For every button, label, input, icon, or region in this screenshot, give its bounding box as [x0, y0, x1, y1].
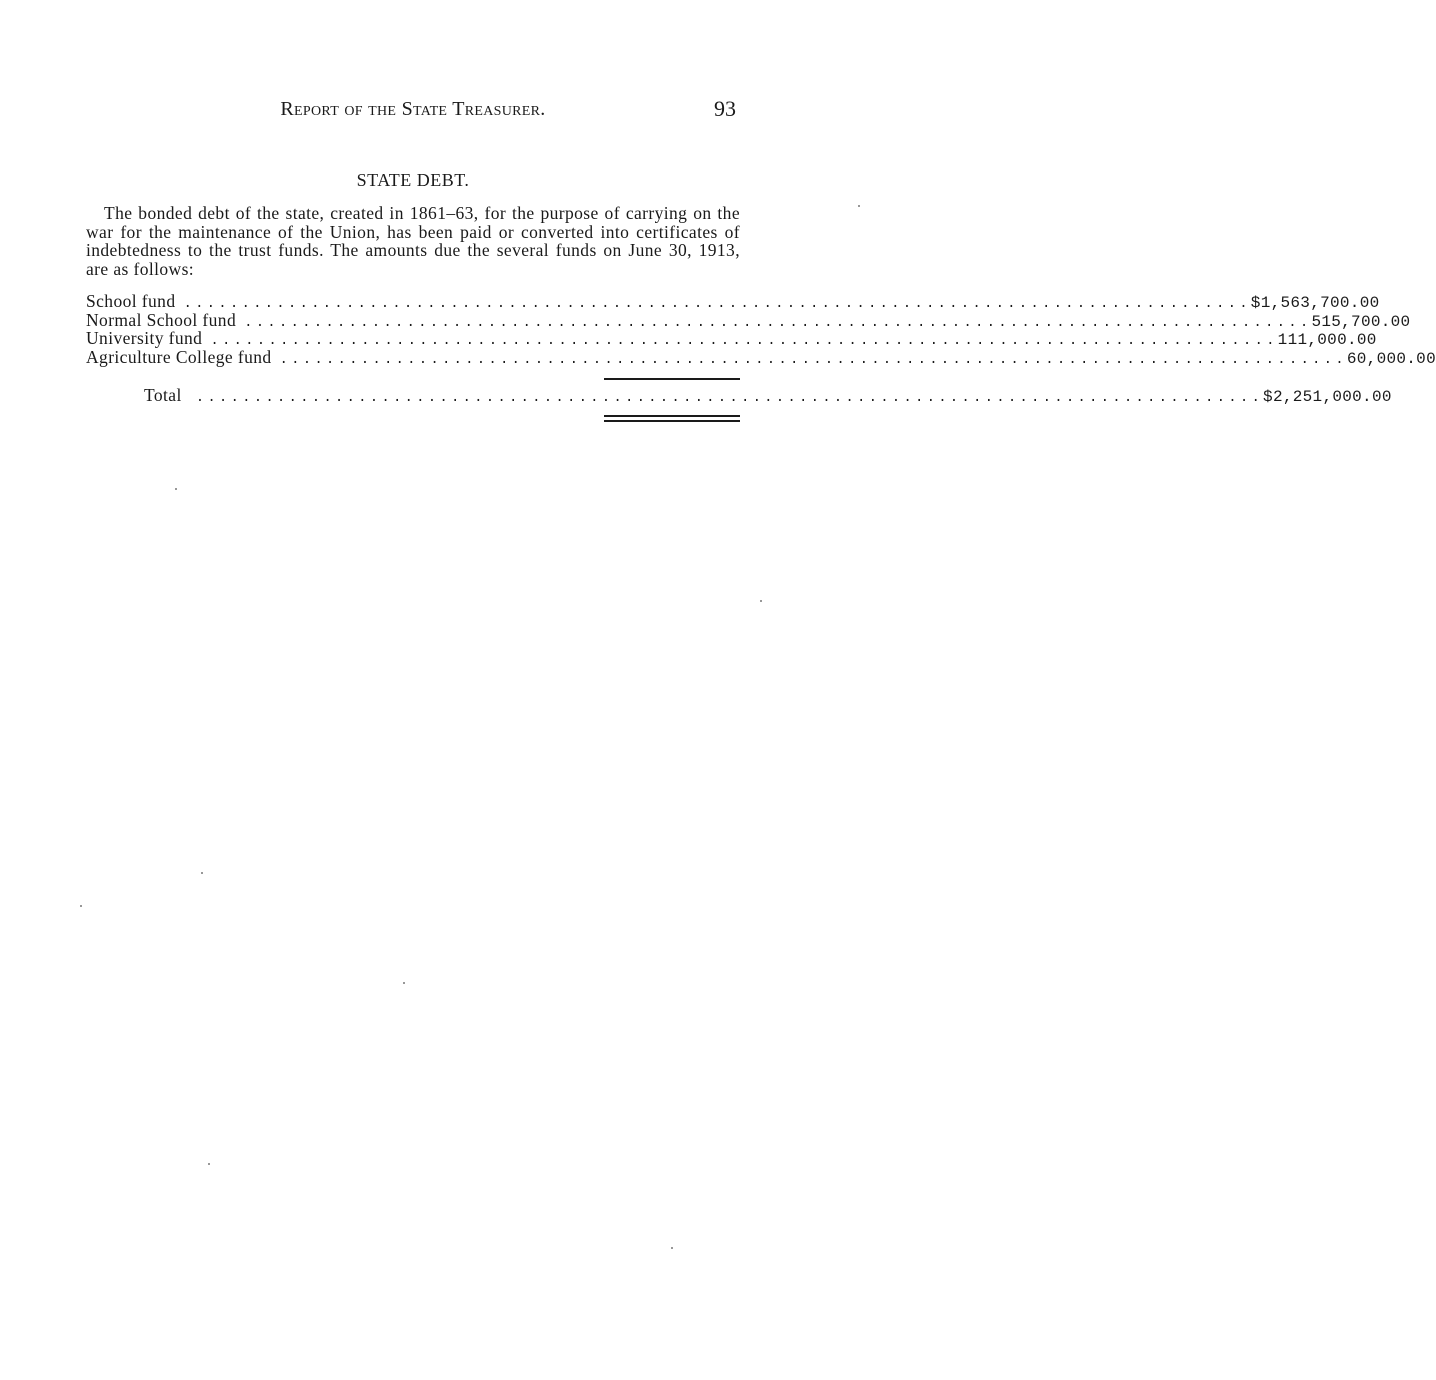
- total-row: [86, 385, 1392, 406]
- fund-label: University fund: [86, 328, 203, 348]
- fund-amount: $1,563,700.00: [1250, 294, 1380, 312]
- page-number: 93: [714, 96, 736, 121]
- total-label: Total: [144, 385, 182, 405]
- scan-speck: [403, 982, 405, 984]
- scan-speck: [208, 1163, 210, 1165]
- funds-table: [86, 291, 1436, 368]
- fund-amount: 60,000.00: [1346, 349, 1436, 368]
- scan-speck: [201, 872, 203, 874]
- scan-speck: [671, 1247, 673, 1249]
- total-amount: $2,251,000.00: [1263, 388, 1392, 406]
- dot-leader: ............................................................................................: [183, 296, 1251, 312]
- total-double-rule: [604, 415, 740, 422]
- scan-speck: [175, 488, 177, 490]
- section-title: STATE DEBT.: [356, 170, 470, 190]
- dot-leader: ............................................................................................: [244, 314, 1312, 331]
- fund-row: [86, 309, 1411, 331]
- fund-amount: 111,000.00: [1277, 331, 1377, 349]
- fund-row: [86, 291, 1380, 312]
- fund-row: [86, 328, 1377, 349]
- scan-speck: [80, 905, 82, 907]
- scan-speck: [760, 600, 762, 602]
- dot-leader: ............................................................................................: [195, 390, 1264, 406]
- fund-amount: 515,700.00: [1311, 312, 1411, 331]
- fund-label: School fund: [86, 291, 176, 311]
- running-title: Report of the State Treasurer.: [280, 98, 546, 120]
- fund-label: Normal School fund: [86, 309, 237, 330]
- dot-leader: ............................................................................................: [210, 333, 1278, 349]
- body-paragraph: The bonded debt of the state, created in 1861–63, for the purpose of carrying on the war for the maintenance of the Union, has been paid or converted into certificates of indebtedness to the trust funds. The amounts due the several funds on June 30, 1913, are as follows:: [86, 203, 740, 279]
- scan-speck: [858, 205, 860, 207]
- dot-leader: ............................................................................................: [279, 351, 1347, 368]
- sum-rule: [604, 378, 740, 380]
- fund-row: [86, 346, 1436, 368]
- running-head: [86, 98, 740, 128]
- fund-label: Agriculture College fund: [86, 346, 272, 367]
